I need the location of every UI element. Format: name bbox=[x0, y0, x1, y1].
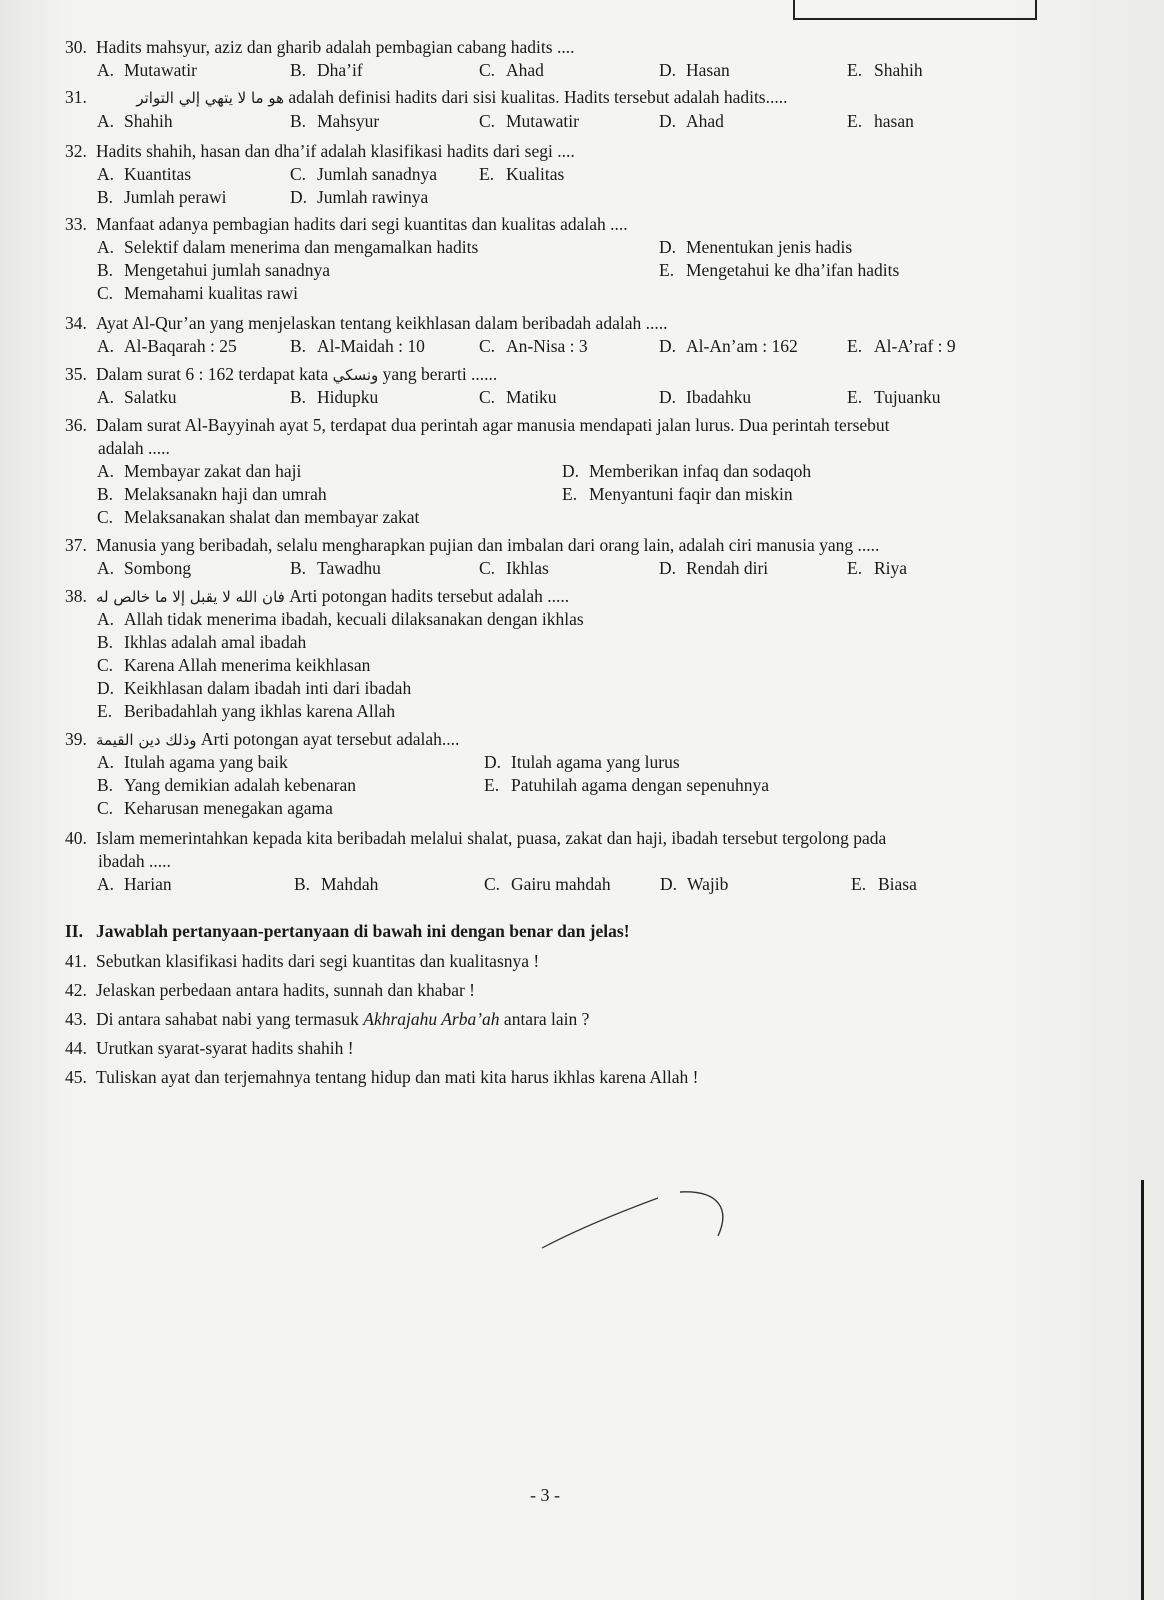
option-a: A. Mutawatir bbox=[97, 60, 197, 80]
option-b: B. Mahsyur bbox=[290, 111, 380, 131]
option-b: B. Ikhlas adalah amal ibadah bbox=[97, 632, 307, 652]
option-c: C. An-Nisa : 3 bbox=[479, 336, 588, 356]
question-text: Dalam surat 6 : 162 terdapat kata bbox=[96, 364, 329, 384]
header-box-fragment bbox=[793, 0, 1037, 20]
option-c: C. Melaksanakan shalat dan membayar zakat bbox=[97, 507, 420, 527]
option-a: A. Selektif dalam menerima dan mengamalkan hadits bbox=[97, 237, 479, 257]
question-text: Dalam surat Al-Bayyinah ayat 5, terdapat dua perintah agar manusia mendapati jalan lurus. Dua perintah tersebut bbox=[96, 415, 890, 435]
option-a: A. Membayar zakat dan haji bbox=[97, 461, 302, 481]
arabic-text: هو ما لا يتهي إلي التواتر bbox=[136, 89, 284, 107]
option-e: E. Kualitas bbox=[479, 164, 565, 184]
option-e: E. Patuhilah agama dengan sepenuhnya bbox=[484, 775, 770, 795]
option-c: C. Memahami kualitas rawi bbox=[97, 283, 298, 303]
question-36: 36. Dalam surat Al-Bayyinah ayat 5, terdapat dua perintah agar manusia mendapati jalan lurus. Dua perintah tersebut bbox=[65, 415, 890, 435]
question-37: 37. Manusia yang beribadah, selalu mengharapkan pujian dan imbalan dari orang lain, adalah ciri manusia yang ..... bbox=[65, 535, 880, 555]
option-d: D. Rendah diri bbox=[659, 558, 769, 578]
question-text: Hadits mahsyur, aziz dan gharib adalah pembagian cabang hadits .... bbox=[96, 37, 575, 57]
option-d: D. Ahad bbox=[659, 111, 724, 131]
page-number: - 3 - bbox=[530, 1485, 560, 1505]
option-b: B. Melaksanakn haji dan umrah bbox=[97, 484, 327, 504]
question-text: Arti potongan hadits tersebut adalah ..... bbox=[289, 586, 570, 606]
option-c: C. Karena Allah menerima keikhlasan bbox=[97, 655, 371, 675]
option-c: C. Ikhlas bbox=[479, 558, 549, 578]
option-e: E. Tujuanku bbox=[847, 387, 941, 407]
option-d: D. Keikhlasan dalam ibadah inti dari ibadah bbox=[97, 678, 412, 698]
option-a: A. Kuantitas bbox=[97, 164, 192, 184]
option-e: E. Shahih bbox=[847, 60, 923, 80]
section-2-heading: II. Jawablah pertanyaan-pertanyaan di bawah ini dengan benar dan jelas! bbox=[65, 921, 630, 941]
option-d: D. Jumlah rawinya bbox=[290, 187, 429, 207]
question-text: Ayat Al-Qur’an yang menjelaskan tentang keikhlasan dalam beribadah adalah ..... bbox=[96, 313, 668, 333]
option-a: A. Allah tidak menerima ibadah, kecuali dilaksanakan dengan ikhlas bbox=[97, 609, 584, 629]
option-b: B. Tawadhu bbox=[290, 558, 381, 578]
option-a: A. Harian bbox=[97, 874, 172, 894]
option-d: D. Hasan bbox=[659, 60, 730, 80]
option-c: C. Matiku bbox=[479, 387, 557, 407]
option-c: C. Keharusan menegakan agama bbox=[97, 798, 333, 818]
option-a: A. Salatku bbox=[97, 387, 177, 407]
option-d: D. Memberikan infaq dan sodaqoh bbox=[562, 461, 812, 481]
pen-mark bbox=[540, 1190, 740, 1270]
option-d: D. Ibadahku bbox=[659, 387, 752, 407]
option-c: C. Mutawatir bbox=[479, 111, 579, 131]
option-e: E. Mengetahui ke dha’ifan hadits bbox=[659, 260, 900, 280]
question-text: Manfaat adanya pembagian hadits dari segi kuantitas dan kualitas adalah .... bbox=[96, 214, 628, 234]
question-36-cont: adalah ..... bbox=[98, 438, 170, 458]
question-35: 35. Dalam surat 6 : 162 terdapat kata ونسكي yang berarti ...... bbox=[65, 364, 498, 384]
arabic-text: فان الله لا يقبل إلا ما خالص له bbox=[96, 588, 285, 606]
question-text: Islam memerintahkan kepada kita beribadah melalui shalat, puasa, zakat dan haji, ibadah tersebut tergolong pada bbox=[96, 828, 887, 848]
question-31: 31. هو ما لا يتهي إلي التواتر adalah definisi hadits dari sisi kualitas. Hadits tersebut adalah hadits..... bbox=[65, 86, 788, 110]
question-text: Manusia yang beribadah, selalu mengharapkan pujian dan imbalan dari orang lain, adalah ciri manusia yang ..... bbox=[96, 535, 880, 555]
option-e: E. Beribadahlah yang ikhlas karena Allah bbox=[97, 701, 396, 721]
option-c: C. Ahad bbox=[479, 60, 544, 80]
question-text: Arti potongan ayat tersebut adalah.... bbox=[200, 729, 460, 749]
option-a: A. Itulah agama yang baik bbox=[97, 752, 288, 772]
option-b: B. Mahdah bbox=[294, 874, 379, 894]
option-b: B. Jumlah perawi bbox=[97, 187, 227, 207]
option-a: A. Shahih bbox=[97, 111, 173, 131]
option-c: C. Jumlah sanadnya bbox=[290, 164, 438, 184]
question-38: 38. فان الله لا يقبل إلا ما خالص له Arti potongan hadits tersebut adalah ..... bbox=[65, 586, 570, 606]
essay-44: 44. Urutkan syarat-syarat hadits shahih ! bbox=[65, 1038, 354, 1058]
option-e: E. Riya bbox=[847, 558, 908, 578]
essay-43: 43. Di antara sahabat nabi yang termasuk Akhrajahu Arba’ah antara lain ? bbox=[65, 1009, 590, 1029]
option-c: C. Gairu mahdah bbox=[484, 874, 611, 894]
scan-edge-line bbox=[1141, 1180, 1144, 1600]
option-a: A. Al-Baqarah : 25 bbox=[97, 336, 237, 356]
question-text: Hadits shahih, hasan dan dha’if adalah klasifikasi hadits dari segi .... bbox=[96, 141, 575, 161]
question-34: 34. Ayat Al-Qur’an yang menjelaskan tentang keikhlasan dalam beribadah adalah ..... bbox=[65, 313, 668, 333]
option-b: B. Hidupku bbox=[290, 387, 379, 407]
question-text: adalah definisi hadits dari sisi kualitas. Hadits tersebut adalah hadits..... bbox=[288, 87, 788, 107]
arabic-text: وذلك دين القيمة bbox=[96, 731, 197, 749]
question-33: 33. Manfaat adanya pembagian hadits dari segi kuantitas dan kualitas adalah .... bbox=[65, 214, 628, 234]
arabic-text: ونسكي bbox=[332, 366, 379, 384]
question-40: 40. Islam memerintahkan kepada kita beribadah melalui shalat, puasa, zakat dan haji, ibadah tersebut tergolong pada bbox=[65, 828, 887, 848]
option-a: A. Sombong bbox=[97, 558, 192, 578]
question-number: 30. bbox=[65, 37, 87, 57]
essay-42: 42. Jelaskan perbedaan antara hadits, sunnah dan khabar ! bbox=[65, 980, 476, 1000]
option-d: D. Wajib bbox=[660, 874, 729, 894]
option-d: D. Menentukan jenis hadis bbox=[659, 237, 853, 257]
essay-41: 41. Sebutkan klasifikasi hadits dari segi kuantitas dan kualitasnya ! bbox=[65, 951, 540, 971]
question-32: 32. Hadits shahih, hasan dan dha’if adalah klasifikasi hadits dari segi .... bbox=[65, 141, 575, 161]
option-e: E. Menyantuni faqir dan miskin bbox=[562, 484, 793, 504]
option-b: B. Al-Maidah : 10 bbox=[290, 336, 425, 356]
question-40-cont: ibadah ..... bbox=[98, 851, 171, 871]
question-30 bbox=[65, 36, 574, 59]
option-b: B. Mengetahui jumlah sanadnya bbox=[97, 260, 331, 280]
question-39: 39. وذلك دين القيمة Arti potongan ayat tersebut adalah.... bbox=[65, 729, 460, 749]
option-b: B. Dha’if bbox=[290, 60, 363, 80]
option-e: E. Al-A’raf : 9 bbox=[847, 336, 956, 356]
option-d: D. Al-An’am : 162 bbox=[659, 336, 798, 356]
essay-45: 45. Tuliskan ayat dan terjemahnya tentang hidup dan mati kita harus ikhlas karena Allah ! bbox=[65, 1067, 699, 1087]
option-e: E. Biasa bbox=[851, 874, 917, 894]
option-b: B. Yang demikian adalah kebenaran bbox=[97, 775, 356, 795]
option-d: D. Itulah agama yang lurus bbox=[484, 752, 680, 772]
option-e: E. hasan bbox=[847, 111, 914, 131]
